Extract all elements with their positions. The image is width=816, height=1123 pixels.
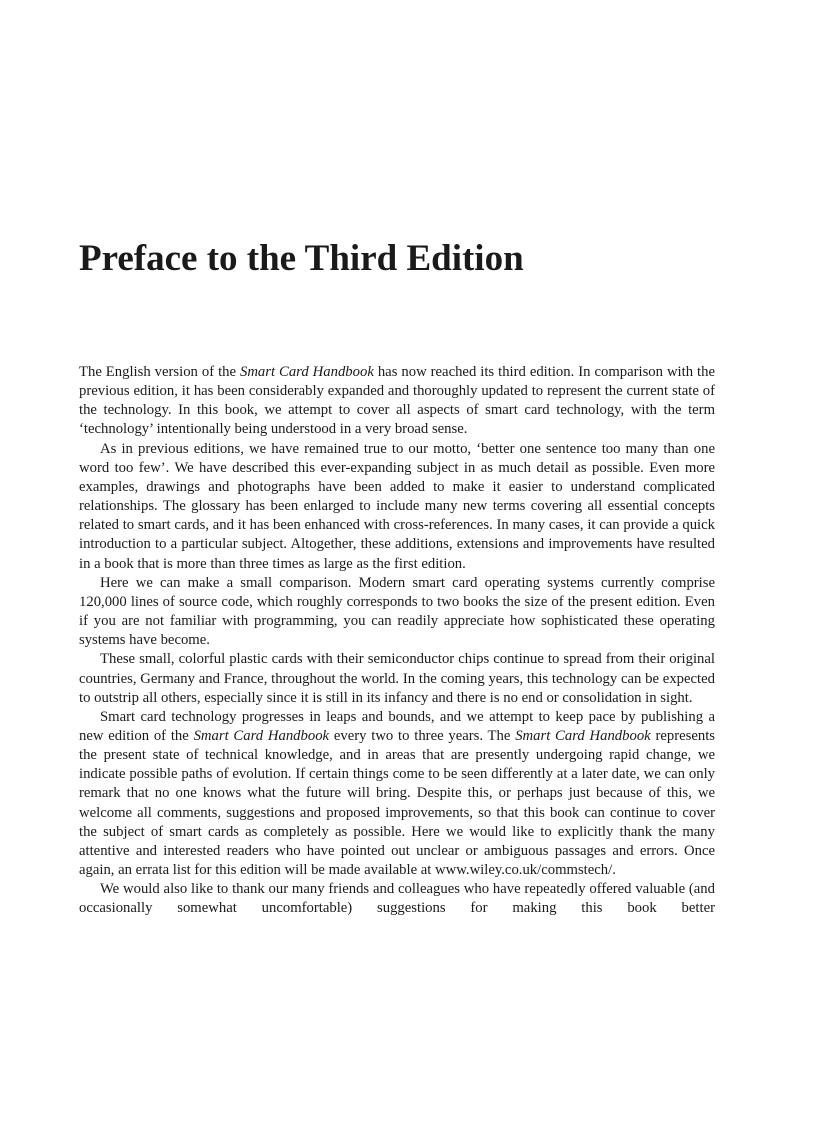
text-run: As in previous editions, we have remained true to our motto, ‘better one sentence too many than one word too few’. We have described this ever-expanding subject in as much detail as possible. Even more examples, drawings and photographs have been added to make it easier to understand complicated relationships. The glossary has been enlarged to include many new terms covering all essential concepts related to smart cards, and it has been enhanced with cross-references. In many cases, it can provide a quick introduction to a particular subject. Altogether, these additions, extensions and improvements have resulted in a book that is more than three times as large as the first edition.	[79, 440, 715, 572]
paragraph	[79, 708, 715, 880]
book-title-italic: Smart Card Handbook	[515, 727, 651, 744]
text-run: These small, colorful plastic cards with their semiconductor chips continue to spread from their original countries, Germany and France, throughout the world. In the coming years, this technology can be expected to outstrip all others, especially since it is still in its infancy and there is no end or consolidation in sight.	[79, 651, 715, 706]
paragraph	[79, 440, 715, 574]
text-run: has now reached its third edition. In comparison with the previous edition, it has been considerably expanded and thoroughly updated to represent the current state of the technology. In this book, we attempt to cover all aspects of smart card technology, with the term ‘technology’ intentionally being understood in a very broad sense.	[79, 364, 715, 438]
text-run: We would also like to thank our many friends and colleagues who have repeatedly offered valuable (and occasionally somewhat uncomfortable) suggestions for making this book better	[79, 881, 715, 917]
paragraph	[79, 574, 715, 651]
paragraph	[79, 650, 715, 707]
text-run: The English version of the	[79, 364, 240, 380]
text-run: Smart card technology progresses in leaps and bounds, and we attempt to keep pace by publishing a new edition of the	[79, 708, 715, 744]
text-run: Here we can make a small comparison. Modern smart card operating systems currently comprise 120,000 lines of source code, which roughly corresponds to two books the size of the present edition. Even if you are not familiar with programming, you can readily appreciate how sophisticated these operating systems have become.	[79, 574, 715, 649]
chapter-title: Preface to the Third Edition	[79, 238, 524, 279]
paragraph	[79, 363, 715, 440]
text-run: represents the present state of technical knowledge, and in areas that are presently undergoing rapid change, we indicate possible paths of evolution. If certain things come to be seen differently at a later date, we can only remark that no one knows what the future will bring. Despite this, or perhaps just because of this, we welcome all comments, suggestions and proposed improvements, so that this book can continue to cover the subject of smart cards as completely as possible. Here we would like to explicitly thank the many attentive and interested readers who have pointed out unclear or ambiguous passages and errors. Once again, an errata list for this edition will be made available at www.wiley.co.uk/commstech/.	[79, 727, 716, 879]
book-title-italic: Smart Card Handbook	[193, 727, 330, 744]
preface-body	[79, 363, 715, 919]
paragraph	[79, 880, 715, 918]
book-title-italic: Smart Card Handbook	[239, 364, 374, 380]
text-run: every two to three years. The	[329, 727, 516, 744]
